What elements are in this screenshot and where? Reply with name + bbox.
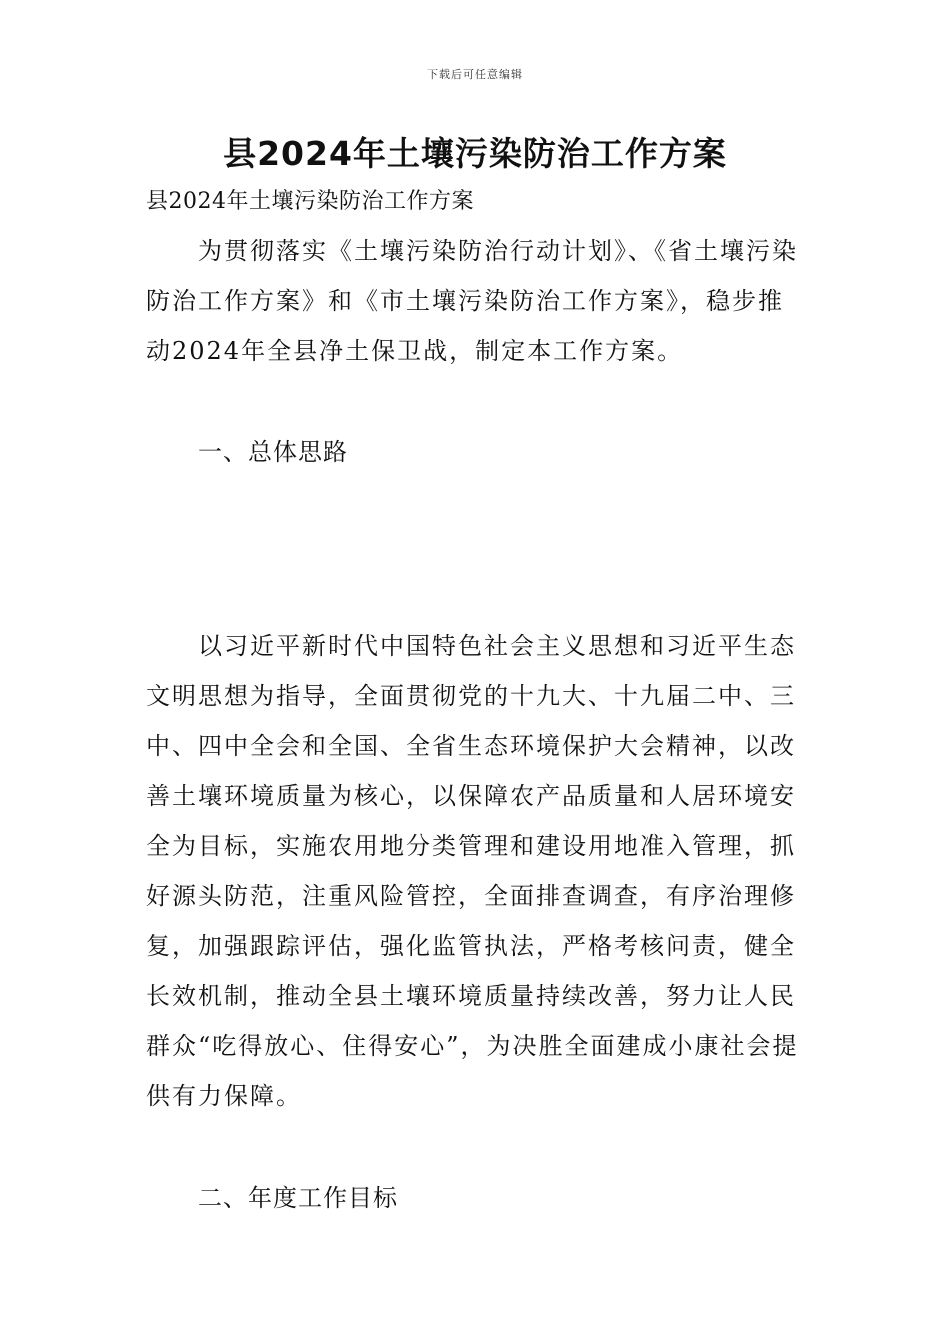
intro-paragraph: 为贯彻落实《土壤污染防治行动计划》、《省土壤污染防治工作方案》和《市土壤污染防治工作方案》，稳步推动2024年全县净土保卫战，制定本工作方案。 [146,237,798,365]
section-heading-overall-approach: 一、总体思路 [198,438,348,466]
document-title: 县2024年土壤污染防治工作方案 [223,134,727,173]
header-note: 下载后可任意编辑 [427,68,523,81]
document-subtitle: 县2024年土壤污染防治工作方案 [146,189,474,214]
section-heading-annual-goals: 二、年度工作目标 [198,1184,398,1212]
section-paragraph-overall-approach: 以习近平新时代中国特色社会主义思想和习近平生态文明思想为指导，全面贯彻党的十九大、十九届二中、三中、四中全会和全国、全省生态环境保护大会精神，以改善土壤环境质量为核心，以保障农产品质量和人居环境安全为目标，实施农用地分类管理和建设用地准入管理，抓好源头防范，注重风险管控，全面排查调查，有序治理修复，加强跟踪评估，强化监管执法，严格考核问责，健全长效机制，推动全县土壤环境质量持续改善，努力让人民群众“吃得放心、住得安心”，为决胜全面建成小康社会提供有力保障。 [146,632,799,1110]
